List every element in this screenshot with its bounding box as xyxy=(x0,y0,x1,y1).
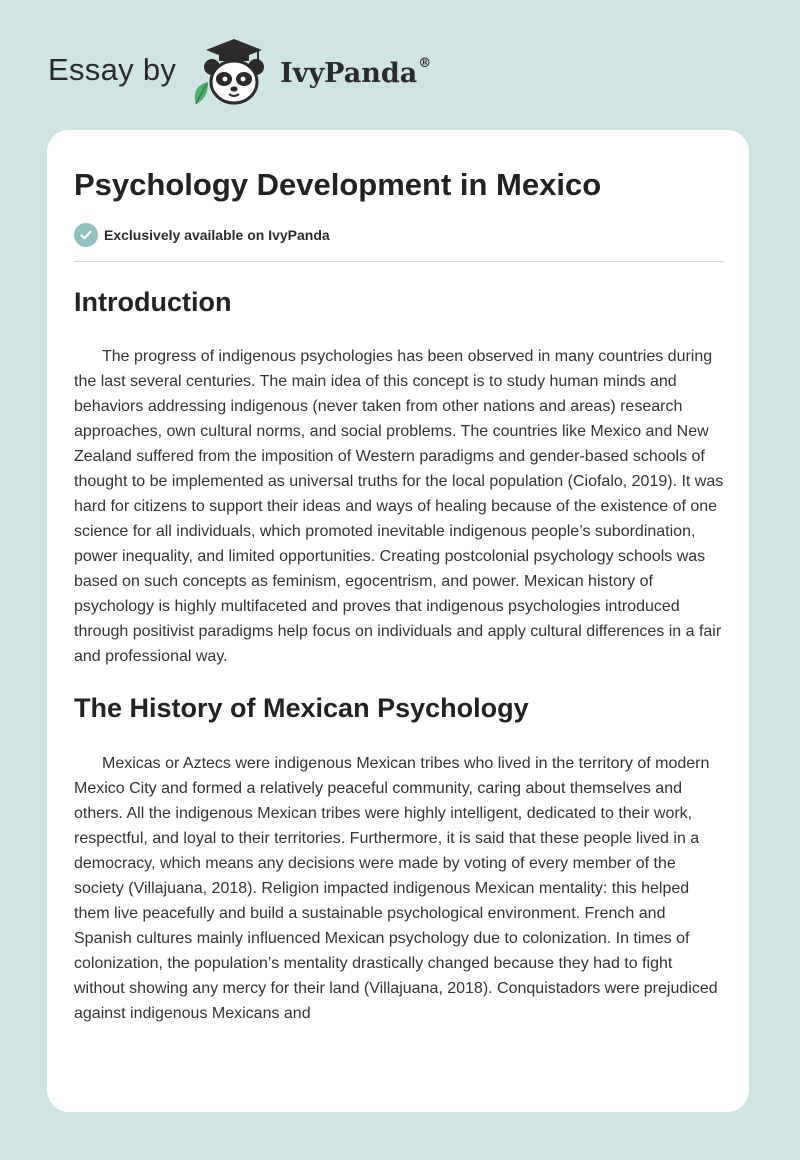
exclusive-badge xyxy=(74,223,724,247)
brand-name: IvyPanda® xyxy=(280,55,432,89)
section-paragraph-introduction: The progress of indigenous psychologies has been observed in many countries during the last several centuries. The main idea of this concept is to study human minds and behaviors addressing indigenous (never taken from other nations and areas) research approaches, own cultural norms, and social problems. The countries like Mexico and New Zealand suffered from the imposition of Western paradigms and gender-based schools of thought to be implemented as universal truths for the local population (Ciofalo, 2019). It was hard for citizens to support their ideas and ways of healing because of the existence of one science for all individuals, which promoted inevitable indigenous people’s subordination, power inequality, and limited opportunities. Creating postcolonial psychology schools was based on such concepts as feminism, egocentrism, and power. Mexican history of psychology is highly multifaceted and proves that indigenous psychologies introduced through positivist paradigms help focus on individuals and apply cultural differences in a fair and professional way. xyxy=(74,348,724,665)
essay-card xyxy=(47,130,749,1112)
badge-label: Exclusively available on IvyPanda xyxy=(104,227,330,243)
check-circle-icon xyxy=(74,223,98,247)
brand-header[interactable] xyxy=(48,36,431,108)
section-heading-history: The History of Mexican Psychology xyxy=(74,693,529,723)
essay-content xyxy=(74,166,724,1026)
section-heading-introduction: Introduction xyxy=(74,287,232,317)
page-title: Psychology Development in Mexico xyxy=(74,167,602,202)
section-paragraph-history: Mexicas or Aztecs were indigenous Mexican tribes who lived in the territory of modern Mexico City and formed a relatively peaceful community, caring about themselves and others. All the indigenous Mexican tribes were highly intelligent, dedicated to their work, respectful, and loyal to their territories. Furthermore, it is said that these people lived in a democracy, which means any decisions were made by voting of every member of the society (Villajuana, 2018). Religion impacted indigenous Mexican mentality: this helped them live peacefully and build a sustainable psychological environment. French and Spanish cultures mainly influenced Mexican psychology due to colonization. In times of colonization, the population’s mentality drastically changed because they had to fight without showing any mercy for their land (Villajuana, 2018). Conquistadors were prejudiced against indigenous Mexicans and xyxy=(74,755,718,1022)
brand-prefix: Essay by xyxy=(48,52,177,87)
panda-graduate-icon xyxy=(190,36,276,108)
registered-mark: ® xyxy=(418,55,432,71)
divider xyxy=(74,261,724,262)
